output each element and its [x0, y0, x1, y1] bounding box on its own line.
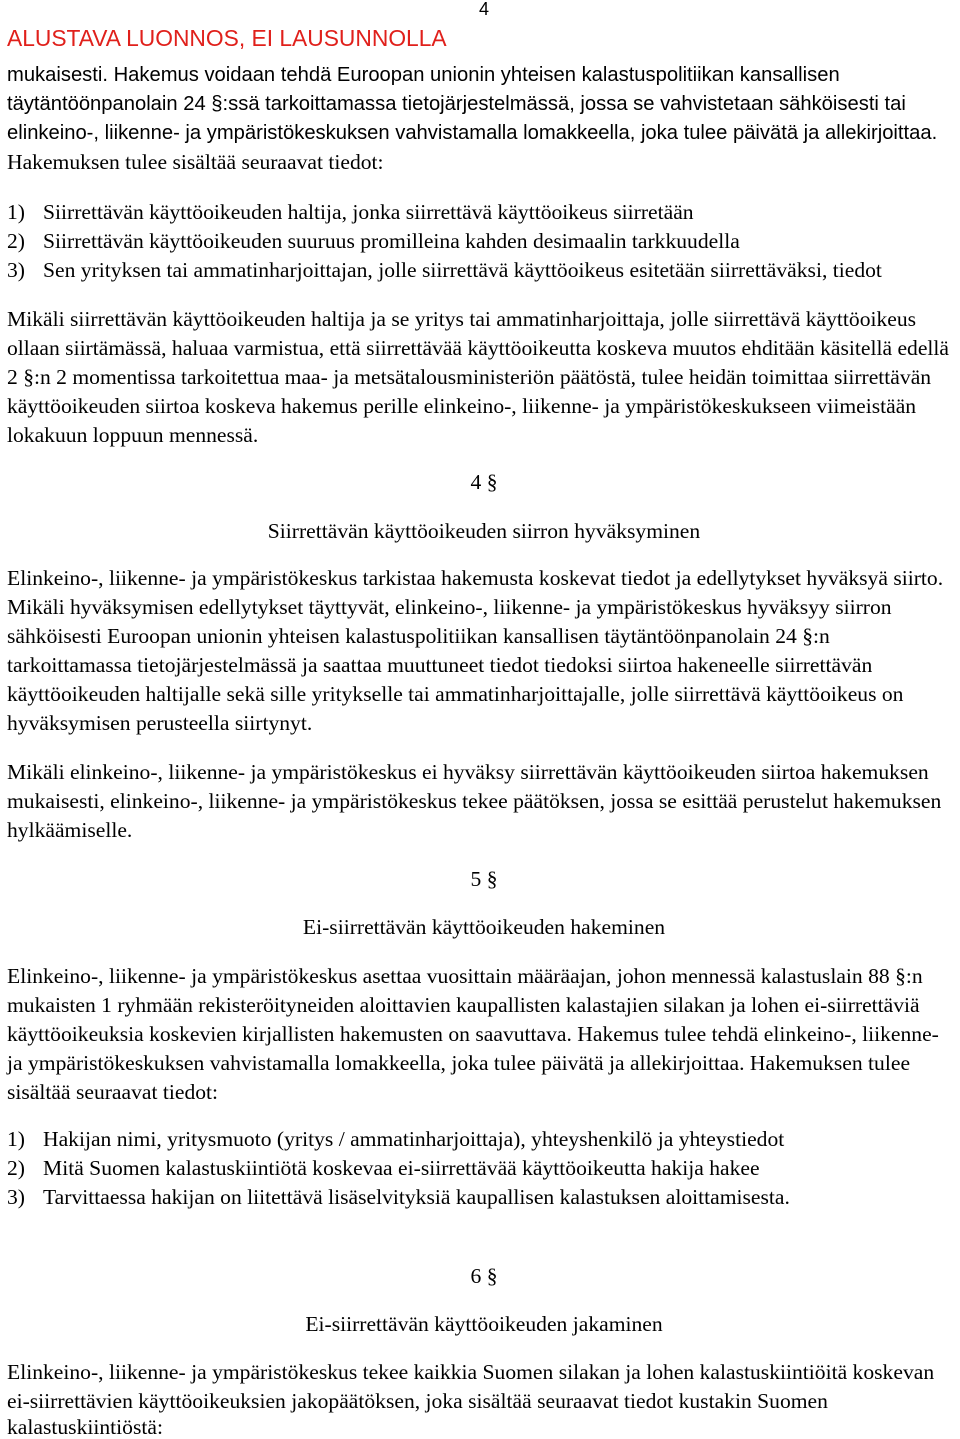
paragraph-line: lokakuun loppuun mennessä.	[7, 423, 259, 447]
paragraph-line: ollaan siirtämässä, haluaa varmistua, että siirrettävää käyttöoikeutta koskeva muutos ehditään käsitellä edellä	[7, 336, 949, 360]
paragraph-line: ei-siirrettävien käyttöoikeuksien jakopäätöksen, joka sisältää seuraavat tiedot kustakin Suomen	[7, 1389, 828, 1413]
paragraph-line: kalastuskiintiöstä:	[7, 1415, 163, 1439]
paragraph-line: Elinkeino-, liikenne- ja ympäristökeskus asettaa vuosittain määräajan, johon mennessä kalastuslain 88 §:n	[7, 964, 923, 988]
paragraph-line: hyväksymisen perusteella siirtynyt.	[7, 711, 313, 735]
paragraph-line: hylkäämiselle.	[7, 818, 133, 842]
section-number: 6 §	[470, 1264, 498, 1288]
intro-paragraph	[7, 61, 937, 177]
transfer-deadline-paragraph	[7, 305, 949, 450]
draft-notice: ALUSTAVA LUONNOS, EI LAUSUNNOLLA	[7, 25, 447, 51]
list-item	[7, 1154, 790, 1183]
paragraph-line: Mikäli hyväksymisen edellytykset täyttyvät, elinkeino-, liikenne- ja ympäristökeskus hyväksyy siirron	[7, 595, 892, 619]
list-number: 2)	[7, 229, 25, 253]
list-item	[7, 198, 882, 227]
paragraph-line: tarkoittamassa tietojärjestelmässä ja saattaa muuttuneet tiedot tiedoksi siirtoa hakeneelle siirrettävän	[7, 653, 873, 677]
list-text: Sen yrityksen tai ammatinharjoittajan, jolle siirrettävä käyttöoikeus esitetään siirrettäväksi, tiedot	[43, 258, 882, 282]
page-number: 4	[478, 0, 489, 19]
paragraph-line: mukaisesti, elinkeino-, liikenne- ja ympäristökeskus tekee päätöksen, jossa se esittää perustelut hakemuksen	[7, 789, 942, 813]
paragraph-line: Elinkeino-, liikenne- ja ympäristökeskus tekee kaikkia Suomen silakan ja lohen kalastuskiintiöitä koskevan	[7, 1360, 935, 1384]
list-number: 3)	[7, 258, 25, 282]
paragraph-line: Hakemuksen tulee sisältää seuraavat tiedot:	[7, 150, 384, 174]
list-item	[7, 227, 882, 256]
paragraph-line: sisältää seuraavat tiedot:	[7, 1080, 219, 1104]
list-text: Siirrettävän käyttöoikeuden haltija, jonka siirrettävä käyttöoikeus siirretään	[43, 200, 694, 224]
paragraph-line: sähköisesti Euroopan unionin yhteisen kalastuspolitiikan kansallisen täytäntöönpanolain 24 §:n	[7, 624, 830, 648]
list-number: 2)	[7, 1156, 25, 1180]
application-contents-list	[7, 198, 882, 285]
list-text: Siirrettävän käyttöoikeuden suuruus promilleina kahden desimaalin tarkkuudella	[43, 229, 740, 253]
paragraph-line: käyttöoikeuden haltijalle sekä sille yritykselle tai ammatinharjoittajalle, jolle siirrettävä käyttöoikeus on	[7, 682, 904, 706]
list-text: Mitä Suomen kalastuskiintiötä koskevaa ei-siirrettävää käyttöoikeutta hakija hakee	[43, 1156, 760, 1180]
list-text: Tarvittaessa hakijan on liitettävä lisäselvityksiä kaupallisen kalastuksen aloittamisesta.	[43, 1185, 790, 1209]
list-number: 1)	[7, 200, 25, 224]
paragraph-line: ja ympäristökeskuksen vahvistamalla lomakkeella, joka tulee päivätä ja allekirjoittaa. Hakemuksen tulee	[7, 1051, 911, 1075]
paragraph-line: mukaisesti. Hakemus voidaan tehdä Euroopan unionin yhteisen kalastuspolitiikan kansallisen	[7, 64, 840, 86]
paragraph-line: Elinkeino-, liikenne- ja ympäristökeskus tarkistaa hakemusta koskevat tiedot ja edellytykset hyväksyä siirto.	[7, 566, 944, 590]
list-number: 3)	[7, 1185, 25, 1209]
paragraph-line: täytäntöönpanolain 24 §:ssä tarkoittamassa tietojärjestelmässä, jossa se vahvistetaan sähköisesti tai	[7, 93, 906, 115]
section-paragraph	[7, 758, 941, 845]
section-title: Siirrettävän käyttöoikeuden siirron hyväksyminen	[267, 519, 701, 543]
list-item	[7, 1125, 790, 1154]
paragraph-line: elinkeino-, liikenne- ja ympäristökeskuksen vahvistamalla lomakkeella, joka tulee päivätä ja allekirjoittaa.	[7, 122, 938, 144]
list-item	[7, 256, 882, 285]
paragraph-line: Mikäli elinkeino-, liikenne- ja ympäristökeskus ei hyväksy siirrettävän käyttöoikeuden siirtoa hakemuksen	[7, 760, 929, 784]
list-number: 1)	[7, 1127, 25, 1151]
list-item	[7, 1183, 790, 1212]
section-number: 4 §	[470, 470, 498, 494]
list-text: Hakijan nimi, yritysmuoto (yritys / ammatinharjoittaja), yhteyshenkilö ja yhteystiedot	[43, 1127, 785, 1151]
section-title: Ei-siirrettävän käyttöoikeuden jakaminen	[305, 1312, 663, 1336]
section-paragraph	[7, 1358, 934, 1438]
section-number: 5 §	[470, 867, 498, 891]
paragraph-line: käyttöoikeuden siirtoa koskeva hakemus perille elinkeino-, liikenne- ja ympäristökeskukseen viimeistään	[7, 394, 917, 418]
section-title: Ei-siirrettävän käyttöoikeuden hakeminen	[302, 915, 666, 939]
paragraph-line: 2 §:n 2 momentissa tarkoitettua maa- ja metsätalousministeriön päätöstä, tulee heidän toimittaa siirrettävän	[7, 365, 932, 389]
section-paragraph	[7, 962, 939, 1107]
paragraph-line: mukaisten 1 ryhmään rekisteröityneiden aloittavien kaupallisten kalastajien silakan ja lohen ei-siirrettäviä	[7, 993, 920, 1017]
paragraph-line: käyttöoikeuksia koskevien kirjallisten hakemusten on saavuttava. Hakemus tulee tehdä elinkeino-, liikenne-	[7, 1022, 939, 1046]
application-requirements-list	[7, 1125, 790, 1212]
section-paragraph	[7, 564, 943, 738]
paragraph-line: Mikäli siirrettävän käyttöoikeuden haltija ja se yritys tai ammatinharjoittaja, jolle siirrettävä käyttöoikeus	[7, 307, 917, 331]
